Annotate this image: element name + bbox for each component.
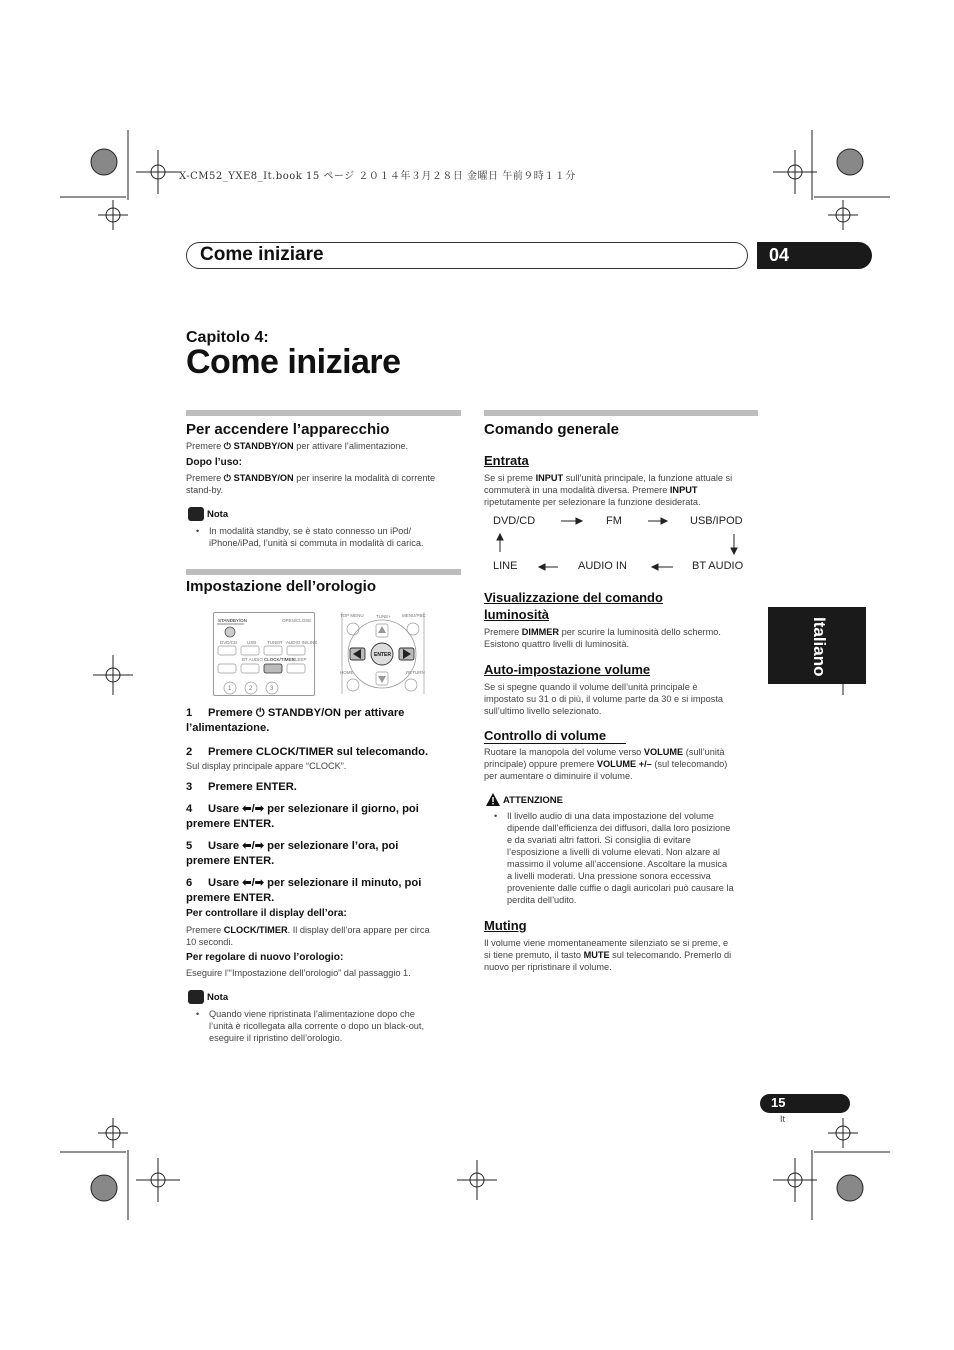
step-number: 4 (186, 803, 193, 815)
step-text-cont: premere ENTER. (186, 892, 275, 904)
text-bold: VOLUME (643, 747, 684, 757)
step-text: Usare ⬅/➡ per selezionare l’ora, poi (208, 840, 399, 852)
note-line: eseguire il ripristino dell’orologio. (209, 1033, 343, 1043)
chapter-number-badge (757, 242, 872, 269)
note-label: Nota (207, 509, 229, 520)
step-text: Usare ⬅/➡ per selezionare il giorno, poi (208, 803, 419, 815)
text-run: Ruotare la manopola del volume verso (484, 747, 644, 757)
section-divider (484, 410, 758, 416)
text-run: . Il display dell’ora appare per circa (287, 925, 430, 935)
remote-illustration-left (213, 612, 318, 696)
note-label: Nota (207, 992, 229, 1003)
text-run: sul telecomando. Premerlo di (609, 950, 732, 960)
subsection-auto-volume: Auto-impostazione volume (484, 662, 651, 677)
bullet-dot: • (196, 1009, 200, 1019)
remote-label-open-close: OPEN/CLOSE (282, 618, 312, 623)
standby-text (186, 472, 461, 496)
remote-label-2: 2 (249, 686, 253, 692)
flow-line: LINE (493, 560, 518, 572)
remote-illustration-right (338, 612, 426, 694)
text-run: per inserire la modalità di corrente stand-by. (186, 473, 436, 495)
muting-text (484, 949, 731, 961)
text-run: si tiene premuto, il tasto (484, 950, 584, 960)
power-on-text (186, 440, 408, 452)
print-job-header: X-CM52_YXE8_It.book 15 ページ ２０１４年３月２８日 金曜日 午前９時１１分 (179, 171, 576, 182)
note-line: iPhone/iPad, l’unità si commuta in modalità di carica. (209, 538, 424, 548)
flow-fm: FM (606, 515, 622, 527)
step-note: Sul display principale appare “CLOCK”. (186, 761, 347, 771)
remote-label-top-menu: TOP MENU (340, 613, 364, 618)
caution-line: dipende dall’efficienza dei diffusori, dalla loro posizione (507, 823, 731, 833)
page-language: It (780, 1114, 786, 1124)
step-text-cont: l’alimentazione. (186, 722, 270, 734)
remote-label-audio-in: AUDIO IN/LINE (286, 640, 318, 645)
caution-line: e da svariati altri fattori. Si consiglia di evitare (507, 835, 691, 845)
caution-line: massimo il volume all’accensione. Ascoltare la musica (507, 859, 728, 869)
volume-text: per aumentare o diminuire il volume. (484, 771, 633, 781)
language-side-tab (768, 607, 866, 684)
note-line: Quando viene ripristinata l’alimentazione dopo che (209, 1009, 415, 1019)
text-run: principale) oppure premere (484, 759, 597, 769)
auto-volume-text: Se si spegne quando il volume dell’unità principale è (484, 682, 698, 692)
subsection-visualizzazione-cont: luminosità (484, 607, 550, 622)
remote-label-bt-audio: BT AUDIO (242, 657, 263, 662)
text-bold: DIMMER (521, 627, 560, 637)
volume-text (484, 746, 725, 758)
step-number: 5 (186, 840, 193, 852)
check-time-text-cont: 10 secondi. (186, 937, 233, 947)
step-number: 2 (186, 746, 193, 758)
muting-text: nuovo per ripristinare il volume. (484, 962, 612, 972)
remote-label-3: 3 (270, 686, 274, 692)
entrata-text (484, 472, 732, 484)
flow-bt-audio: BT AUDIO (692, 560, 744, 572)
text-bold: ⏻ STANDBY/ON (223, 473, 294, 483)
section-title-general: Comando generale (484, 421, 620, 438)
subsection-muting: Muting (484, 918, 527, 933)
remote-label-dvd-cd: DVD/CD (220, 640, 238, 645)
auto-volume-text: sull’ultimo livello selezionato. (484, 706, 602, 716)
text-bold: INPUT (535, 473, 564, 483)
text-bold: CLOCK/TIMER (223, 925, 288, 935)
text-bold: INPUT (669, 485, 698, 495)
caution-line: Il livello audio di una data impostazione del volume (507, 811, 714, 821)
section-title-power: Per accendere l’apparecchio (186, 421, 390, 438)
step-number: 1 (186, 707, 193, 719)
dimmer-text: Esistono quattro livelli di luminosità. (484, 639, 630, 649)
text-bold: VOLUME +/– (596, 759, 652, 769)
remote-label-menu: MENU/PBC (402, 613, 426, 618)
remote-label-tuner: TUNER (267, 640, 283, 645)
step-text-cont: premere ENTER. (186, 818, 275, 830)
step-text-cont: premere ENTER. (186, 855, 275, 867)
text-run: (sul telecomando) (651, 759, 728, 769)
text-run: Premere (186, 925, 224, 935)
entrata-text: ripetutamente per selezionare la funzione desiderata. (484, 497, 701, 507)
caution-line: perdita dell’udito. (507, 895, 577, 905)
page-number: 15 (771, 1095, 786, 1110)
text-run: sull’unità principale, la funzione attuale si (563, 473, 733, 483)
flow-dvd-cd: DVD/CD (493, 515, 536, 527)
step-text: Usare ⬅/➡ per selezionare il minuto, poi (208, 877, 422, 889)
note-line: l’unità è ricollegata alla corrente o dopo un black-out, (209, 1021, 425, 1031)
remote-label-standby: STANDBY/ON (218, 618, 247, 623)
text-run: per attivare l’alimentazione. (293, 441, 409, 451)
remote-label-return: RETURN (406, 670, 425, 675)
text-run: Premere (186, 441, 224, 451)
note-line: In modalità standby, se è stato connesso un iPod/ (209, 526, 412, 536)
header-title: Come iniziare (200, 244, 324, 265)
entrata-text (484, 484, 697, 496)
text-run: commuterà in una modalità diversa. Premere (484, 485, 670, 495)
chapter-title: Come iniziare (186, 343, 401, 381)
reset-clock-text: Eseguire l’“Impostazione dell’orologio” dal passaggio 1. (186, 968, 411, 978)
remote-label-clock: CLOCK/TIMER (264, 657, 295, 662)
text-run: per scurire la luminosità dello schermo. (559, 627, 721, 637)
caution-label: ATTENZIONE (503, 795, 563, 806)
section-divider (186, 569, 461, 575)
warning-icon (486, 793, 500, 806)
step-number: 6 (186, 877, 193, 889)
step-text: Premere CLOCK/TIMER sul telecomando. (208, 746, 429, 758)
check-time-heading: Per controllare il display dell’ora: (186, 908, 347, 919)
remote-label-sleep: SLEEP (292, 657, 307, 662)
subsection-volume-control: Controllo di volume (484, 728, 607, 743)
volume-text (484, 758, 727, 770)
chapter-number: 04 (769, 245, 790, 265)
note-icon (188, 990, 204, 1004)
remote-dpad-graphic (338, 612, 426, 694)
caution-line: proveniente dalle cuffie o dagli auricolari può causare la (507, 883, 734, 893)
bullet-dot: • (196, 526, 200, 536)
section-divider (186, 410, 461, 416)
step-number: 3 (186, 781, 193, 793)
remote-buttons-graphic (214, 613, 318, 695)
auto-volume-text: impostato su 31 o di più, il volume parte da 30 e si imposta (484, 694, 724, 704)
note-icon (188, 507, 204, 521)
check-time-text (186, 924, 430, 936)
text-bold: MUTE (583, 950, 610, 960)
text-bold: ⏻ STANDBY/ON (223, 441, 294, 451)
text-run: Premere (484, 627, 522, 637)
remote-label-enter: ENTER (374, 652, 391, 658)
page-number-badge (760, 1094, 850, 1113)
flow-arrows (484, 512, 758, 578)
text-run: Se si preme (484, 473, 536, 483)
text-run: (sull’unità (683, 747, 725, 757)
section-title-clock: Impostazione dell’orologio (186, 578, 377, 595)
step-text: Premere ENTER. (208, 781, 297, 793)
remote-label-home: HOME (340, 670, 354, 675)
dimmer-text (484, 626, 721, 638)
remote-label-tune: TUNE+ (376, 614, 391, 619)
heading-underline (484, 743, 626, 744)
caution-line: a livelli moderati. Una pressione sonora eccessiva (507, 871, 711, 881)
bullet-dot: • (494, 811, 498, 821)
chapter-label: Capitolo 4: (186, 329, 269, 346)
muting-text: Il volume viene momentaneamente silenziato se si preme, e (484, 938, 729, 948)
remote-label-usb: USB (247, 640, 257, 645)
remote-label-1: 1 (228, 686, 232, 692)
flow-audio-in: AUDIO IN (578, 560, 627, 572)
caution-line: l’esposizione a livelli di volume elevati. Non alzare al (507, 847, 720, 857)
subsection-visualizzazione: Visualizzazione del comando (484, 590, 663, 605)
reset-clock-heading: Per regolare di nuovo l’orologio: (186, 952, 344, 963)
after-use-heading: Dopo l’uso: (186, 457, 243, 468)
step-text: Premere ⏻ STANDBY/ON per attivare (208, 707, 405, 719)
subsection-entrata: Entrata (484, 453, 529, 468)
text-run: Premere (186, 473, 224, 483)
language-label: Italiano (810, 617, 829, 677)
flow-usb-ipod: USB/IPOD (690, 515, 743, 527)
